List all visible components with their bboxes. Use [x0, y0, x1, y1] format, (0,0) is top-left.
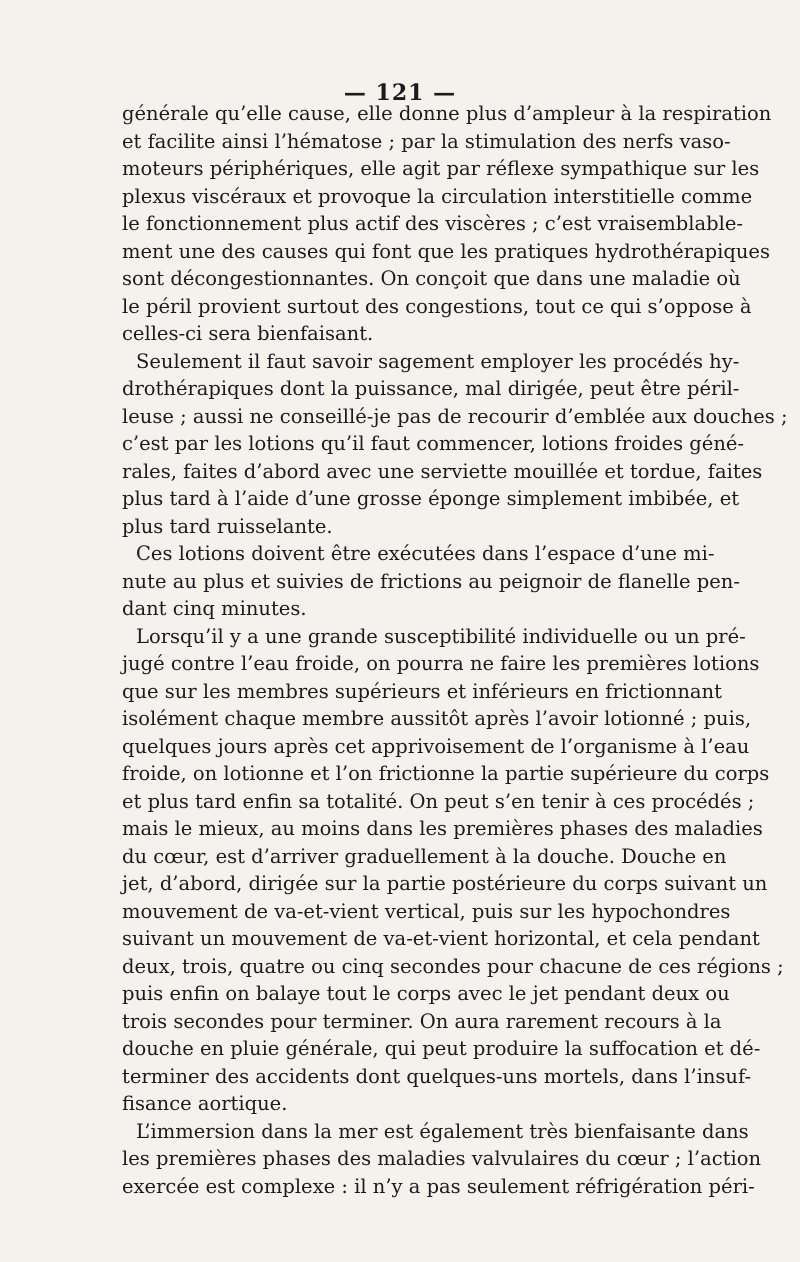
text-line: celles-ci sera bienfaisant.	[122, 322, 374, 345]
paragraph	[122, 348, 788, 541]
text-line: rales, faites d’abord avec une serviette mouillée et tordue, faites	[122, 459, 763, 483]
text-line: sont décongestionnantes. On conçoit que dans une maladie où	[122, 267, 741, 290]
text-line: quelques jours après cet apprivoisement de l’organisme à l’eau	[122, 734, 750, 758]
text-line: drothérapiques dont la puissance, mal dirigée, peut être péril-	[122, 377, 740, 400]
text-line: que sur les membres supérieurs et inférieurs en frictionnant	[122, 679, 722, 703]
text-line: suivant un mouvement de va-et-vient horizontal, et cela pendant	[122, 927, 760, 950]
text-line: douche en pluie générale, qui peut produire la suffocation et dé-	[122, 1037, 761, 1060]
text-line: et plus tard enfin sa totalité. On peut s’en tenir à ces procédés ;	[122, 789, 755, 813]
text-line: et facilite ainsi l’hématose ; par la stimulation des nerfs vaso-	[122, 129, 731, 153]
text-line: c’est par les lotions qu’il faut commencer, lotions froides géné-	[122, 432, 745, 455]
text-line: ment une des causes qui font que les pratiques hydrothérapiques	[122, 239, 770, 263]
text-line: terminer des accidents dont quelques-uns mortels, dans l’insuf-	[122, 1064, 752, 1088]
text-line: leuse ; aussi ne conseillé-je pas de recourir d’emblée aux douches ;	[122, 404, 788, 428]
text-line: plexus viscéraux et provoque la circulation interstitielle comme	[122, 184, 753, 208]
text-line: du cœur, est d’arriver graduellement à la douche. Douche en	[122, 844, 727, 868]
text-line: mais le mieux, au moins dans les premières phases des maladies	[122, 817, 763, 840]
text-line: trois secondes pour terminer. On aura rarement recours à la	[122, 1009, 722, 1033]
body-text	[122, 100, 788, 1200]
text-line: isolément chaque membre aussitôt après l’avoir lotionné ; puis,	[122, 707, 752, 730]
paragraph	[122, 100, 772, 348]
text-line: Lorsqu’il y a une grande susceptibilité individuelle ou un pré-	[136, 624, 746, 648]
text-line: générale qu’elle cause, elle donne plus d’ampleur à la respiration	[122, 102, 772, 125]
text-line: nute au plus et suivies de frictions au peignoir de flanelle pen-	[122, 569, 740, 593]
text-line: L’immersion dans la mer est également très bienfaisante dans	[136, 1119, 749, 1143]
text-line: dant cinq minutes.	[122, 597, 307, 620]
text-line: les premières phases des maladies valvulaires du cœur ; l’action	[122, 1147, 762, 1170]
text-line: plus tard ruisselante.	[122, 514, 333, 538]
text-line: le péril provient surtout des congestions, tout ce qui s’oppose à	[122, 294, 752, 318]
text-line: exercée est complexe : il n’y a pas seulement réfrigération péri-	[122, 1174, 755, 1198]
text-line: plus tard à l’aide d’une grosse éponge simplement imbibée, et	[122, 487, 740, 510]
paragraph	[122, 1118, 762, 1201]
text-line: puis enfin on balaye tout le corps avec le jet pendant deux ou	[122, 982, 730, 1005]
text-line: jugé contre l’eau froide, on pourra ne faire les premières lotions	[122, 652, 760, 675]
text-line: mouvement de va-et-vient vertical, puis sur les hypochondres	[122, 899, 731, 923]
text-line: Seulement il faut savoir sagement employer les procédés hy-	[136, 349, 740, 373]
paragraph	[122, 623, 784, 1118]
text-line: le fonctionnement plus actif des viscères ; c’est vraisemblable-	[122, 212, 743, 235]
text-line: deux, trois, quatre ou cinq secondes pour chacune de ces régions ;	[122, 954, 784, 978]
text-line: fisance aortique.	[122, 1092, 288, 1115]
text-line: Ces lotions doivent être exécutées dans l’espace d’une mi-	[136, 542, 715, 565]
text-line: moteurs périphériques, elle agit par réflexe sympathique sur les	[122, 157, 760, 180]
page-number: — 121 —	[343, 80, 457, 106]
text-line: jet, d’abord, dirigée sur la partie postérieure du corps suivant un	[122, 872, 768, 895]
text-line: froide, on lotionne et l’on frictionne la partie supérieure du corps	[122, 762, 770, 785]
paragraph	[122, 540, 740, 623]
